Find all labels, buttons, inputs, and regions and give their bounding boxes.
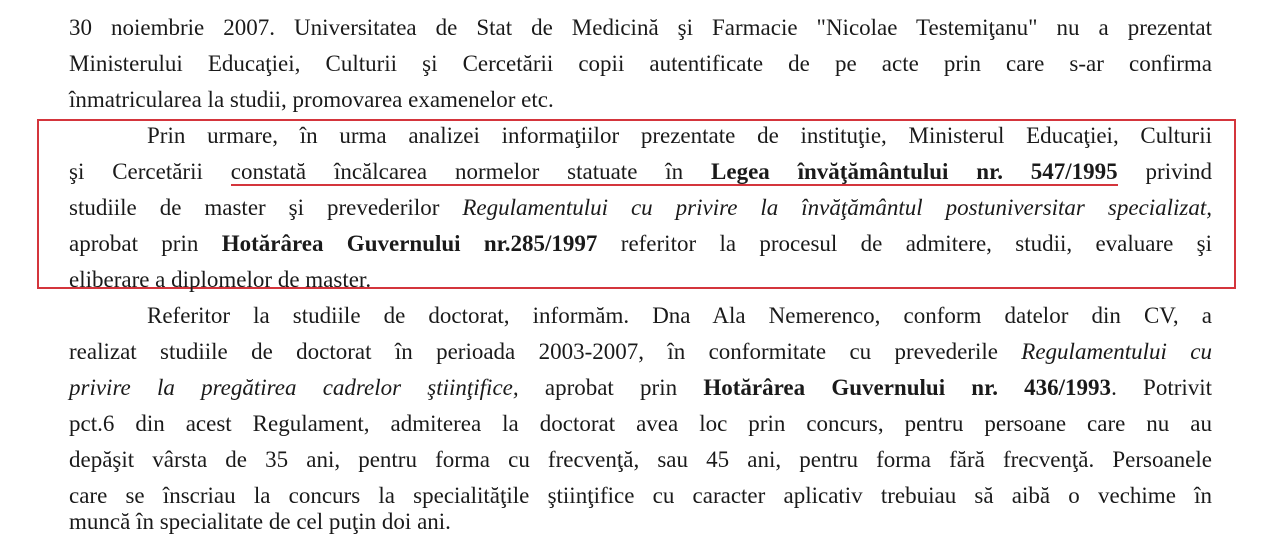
paragraph-3-line-6: care se înscriau la concurs la specialităţile ştiinţifice cu caracter aplicativ trebuiau să aibă o vechime în [69, 483, 1212, 508]
paragraph-3-line-4: pct.6 din acest Regulament, admiterea la doctorat avea loc prin concurs, pentru persoane care nu au [69, 411, 1212, 436]
paragraph-3-line-2: realizat studiile de doctorat în perioada 2003-2007, în conformitate cu prevederile Regulamentului cu [69, 339, 1212, 364]
paragraph-1-line-2: Ministerului Educaţiei, Culturii şi Cercetării copii autentificate de pe acte prin care s-ar confirma [69, 51, 1212, 76]
paragraph-2-line-2: şi Cercetării constată încălcarea normelor statuate în Legea învăţământului nr. 547/1995 privind [69, 159, 1212, 184]
paragraph-2-line-5: eliberare a diplomelor de master. [69, 267, 372, 292]
paragraph-2-line-3: studiile de master şi prevederilor Regulamentului cu privire la învăţământul postuniversitar specializat, [69, 195, 1212, 220]
paragraph-3-line-1: Referitor la studiile de doctorat, informăm. Dna Ala Nemerenco, conform datelor din CV, a [147, 303, 1212, 328]
paragraph-1-line-3: înmatricularea la studii, promovarea examenelor etc. [69, 87, 554, 112]
paragraph-3-line-5: depăşit vârsta de 35 ani, pentru forma cu frecvenţă, sau 45 ani, pentru forma fără frecvenţă. Persoanele [69, 447, 1212, 472]
paragraph-1-line-1: 30 noiembrie 2007. Universitatea de Stat de Medicină şi Farmacie "Nicolae Testemiţanu" nu a prezentat [69, 15, 1212, 40]
paragraph-3-line-3: privire la pregătirea cadrelor ştiinţifice, aprobat prin Hotărârea Guvernului nr. 436/1993. Potrivit [69, 375, 1213, 400]
underlined-phrase: constată încălcarea normelor statuate în Legea învăţământului nr. 547/1995 [230, 159, 1118, 184]
paragraph-2-line-4: aprobat prin Hotărârea Guvernului nr.285/1997 referitor la procesul de admitere, studii, evaluare şi [69, 231, 1213, 256]
paragraph-3-line-7: muncă în specialitate de cel puţin doi ani. [69, 509, 451, 534]
paragraph-2-line-1: Prin urmare, în urma analizei informaţiilor prezentate de instituţie, Ministerul Educaţiei, Culturii [147, 123, 1212, 148]
